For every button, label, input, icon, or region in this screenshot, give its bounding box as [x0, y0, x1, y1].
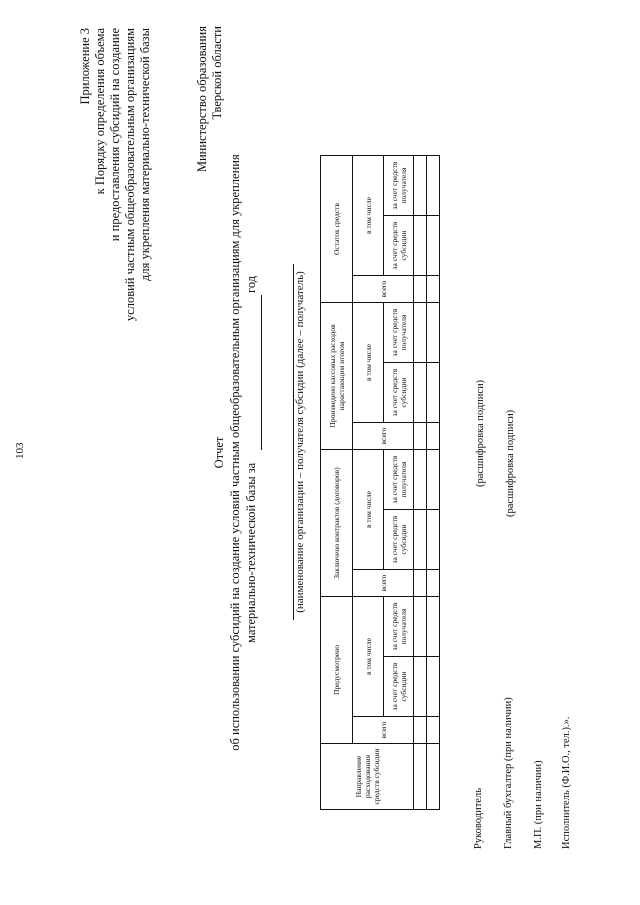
col-recipient: за счет средств получателя: [384, 597, 414, 657]
col-subsidy: за счет средств субсидии: [384, 510, 414, 570]
ministry-line-2: Тверской области: [210, 26, 224, 120]
table-row-empty: [414, 156, 427, 810]
group-contracts: Заключено контрактов (договоров): [321, 450, 353, 597]
col-total: всего: [353, 717, 414, 744]
col-total: всего: [353, 276, 414, 303]
col-direction: Направление расходования средств субсидии: [321, 744, 414, 810]
year-label: год: [244, 275, 258, 293]
signature-head-note: (расшифровка подписи): [475, 379, 486, 487]
col-recipient: за счет средств получателя: [384, 303, 414, 363]
stamp-label: М.П. (при наличии): [533, 760, 544, 849]
appendix-line: к Порядку определения объема: [93, 28, 107, 195]
ministry-line-1: Министерство образования: [195, 26, 209, 173]
col-subsidy: за счет средств субсидии: [384, 216, 414, 276]
table-row-empty: [427, 156, 440, 810]
col-including: в том числе: [353, 450, 384, 570]
col-including: в том числе: [353, 597, 384, 717]
report-title-line-2: материально-технической базы за: [244, 462, 258, 643]
org-name-caption: (наименование организации – получателя субсидии (далее – получатель): [294, 271, 306, 613]
appendix-line: условий частным общеобразовательным организациям: [123, 28, 137, 322]
signature-head: Руководитель: [473, 788, 484, 849]
col-recipient: за счет средств получателя: [384, 156, 414, 216]
group-balance: Остаток средств: [321, 156, 353, 303]
col-total: всего: [353, 423, 414, 450]
col-subsidy: за счет средств субсидии: [384, 657, 414, 717]
col-including: в том числе: [353, 156, 384, 276]
report-table: [320, 155, 440, 810]
group-planned: Предусмотрено: [321, 597, 353, 744]
year-blank-line: [261, 295, 262, 450]
page-number: 103: [14, 442, 26, 459]
signature-accountant: Главный бухгалтер (при наличии): [503, 697, 514, 849]
report-title: Отчет: [212, 436, 226, 469]
appendix-line: и предоставления субсидий на создание: [108, 28, 122, 242]
executor-label: Исполнитель (Ф.И.О., тел.).».: [561, 716, 572, 849]
col-total: всего: [353, 570, 414, 597]
signature-accountant-note: (расшифровка подписи): [505, 409, 516, 517]
appendix-line: для укрепления материально-технической базы: [138, 28, 152, 281]
appendix-line: Приложение 3: [78, 28, 92, 105]
col-including: в том числе: [353, 303, 384, 423]
group-expenses: Произведено кассовых расходов нарастающим итогом: [321, 303, 353, 450]
col-recipient: за счет средств получателя: [384, 450, 414, 510]
report-title-line-1: об использовании субсидий на создание условий частным общеобразовательным организациям для укрепления: [228, 154, 242, 751]
col-subsidy: за счет средств субсидии: [384, 363, 414, 423]
